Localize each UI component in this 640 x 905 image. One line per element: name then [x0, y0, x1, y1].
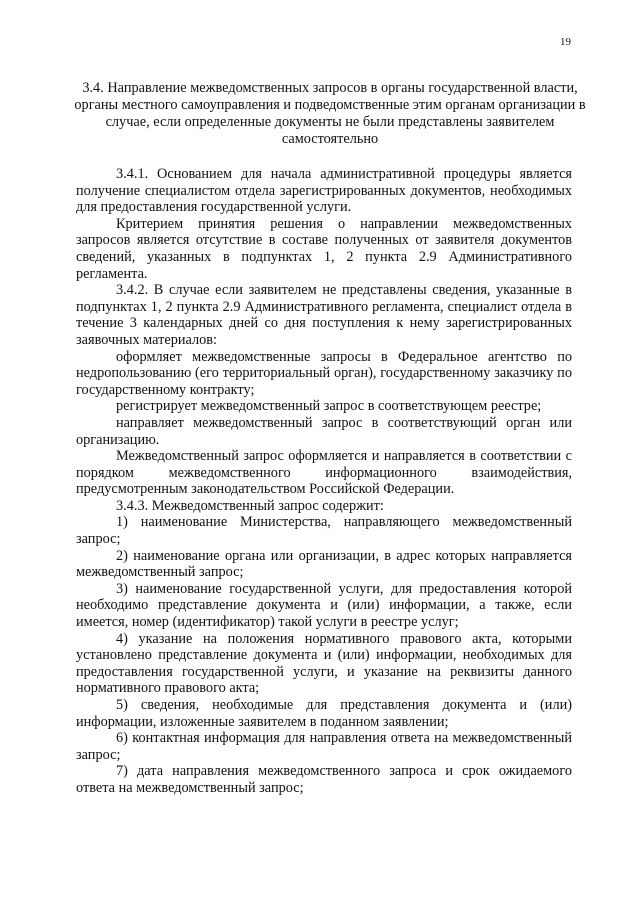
paragraph-prepares-requests: оформляет межведомственные запросы в Федеральное агентство по недропользованию (его территориальный орган), государственному заказчику по государственному контракту; [76, 348, 572, 398]
list-item-6: 6) контактная информация для направления ответа на межведомственный запрос; [76, 730, 572, 763]
document-body [76, 166, 572, 797]
paragraph-3-4-1: 3.4.1. Основанием для начала административной процедуры является получение специалистом отдела зарегистрированных документов, необходимых для предоставления государственной услуги. [76, 166, 572, 216]
page-number: 19 [560, 36, 571, 48]
list-item-3: 3) наименование государственной услуги, для предоставления которой необходимо представление документа и (или) информации, а также, если имеется, номер (идентификатор) такой услуги в реестре услуг; [76, 580, 572, 631]
paragraph-request-procedure: Межведомственный запрос оформляется и направляется в соответствии с порядком межведомственного информационного взаимодействия, предусмотренным законодательством Российской Федерации. [76, 448, 572, 498]
section-title: 3.4. Направление межведомственных запросов в органы государственной власти, органы местного самоуправления и подведомственные этим органам организации в случае, если определенные документы не были представлены заявителем самостоятельно [74, 80, 586, 147]
list-item-5: 5) сведения, необходимые для представления документа и (или) информации, изложенные заявителем в поданном заявлении; [76, 697, 572, 730]
list-item-2: 2) наименование органа или организации, в адрес которых направляется межведомственный запрос; [76, 547, 572, 581]
list-item-7: 7) дата направления межведомственного запроса и срок ожидаемого ответа на межведомственный запрос; [76, 763, 572, 796]
paragraph-3-4-2: 3.4.2. В случае если заявителем не представлены сведения, указанные в подпунктах 1, 2 пункта 2.9 Административного регламента, специалист отдела в течение 3 календарных дней со дня поступления к нему зарегистрированных заявочных материалов: [76, 282, 572, 348]
paragraph-registers-request: регистрирует межведомственный запрос в соответствующем реестре; [116, 398, 542, 415]
list-item-1: 1) наименование Министерства, направляющего межведомственный запрос; [76, 514, 572, 548]
paragraph-3-4-3: 3.4.3. Межведомственный запрос содержит: [116, 497, 384, 514]
paragraph-sends-request: направляет межведомственный запрос в соответствующий орган или организацию. [76, 414, 572, 448]
paragraph-criterion: Критерием принятия решения о направлении межведомственных запросов является отсутствие в составе полученных от заявителя документов сведений, указанных в подпунктах 1, 2 пункта 2.9 Административного регламента. [76, 215, 572, 282]
list-item-4: 4) указание на положения нормативного правового акта, которыми установлено представление документа и (или) информации, необходимых для предоставления государственной услуги, и указание на реквизиты данного нормативного правового акта; [76, 630, 572, 697]
